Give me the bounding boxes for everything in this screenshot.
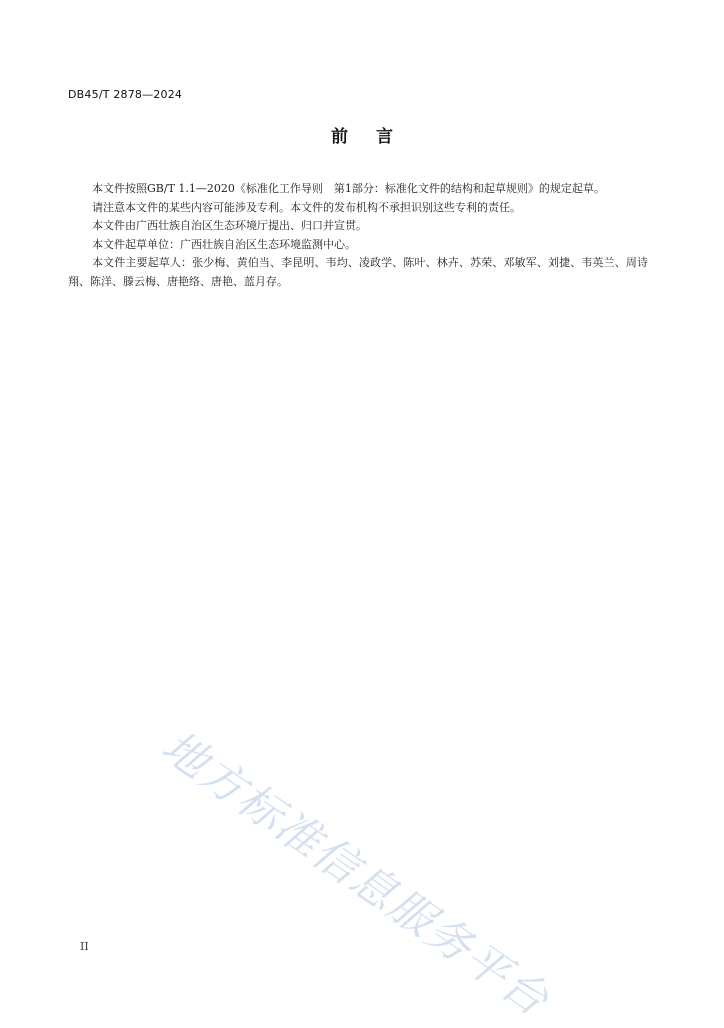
paragraph-patent-notice: 请注意本文件的某些内容可能涉及专利。本文件的发布机构不承担识别这些专利的责任。 bbox=[92, 200, 521, 214]
document-code: DB45/T 2878—2024 bbox=[68, 88, 183, 101]
paragraph-drafters: 本文件主要起草人：张少梅、黄伯当、李昆明、韦均、凌政学、陈叶、林卉、苏荣、邓敏军、刘捷、韦英兰、周诗翔、陈洋、滕云梅、唐艳络、唐艳、蓝月存。 bbox=[68, 256, 648, 288]
section-heading: 前言 bbox=[331, 127, 421, 147]
paragraph-drafting-unit: 本文件起草单位：广西壮族自治区生态环境监测中心。 bbox=[92, 237, 356, 251]
platform-watermark: 地方标准信息服务平台 bbox=[152, 721, 559, 1027]
foreword-body bbox=[68, 180, 648, 291]
paragraph-drafting-rules: 本文件按照GB/T 1.1—2020《标准化工作导则 第1部分：标准化文件的结构和起草规则》的规定起草。 bbox=[92, 182, 605, 195]
paragraph-proposer: 本文件由广西壮族自治区生态环境厅提出、归口并宣贯。 bbox=[92, 219, 367, 232]
page-number: II bbox=[80, 940, 89, 953]
